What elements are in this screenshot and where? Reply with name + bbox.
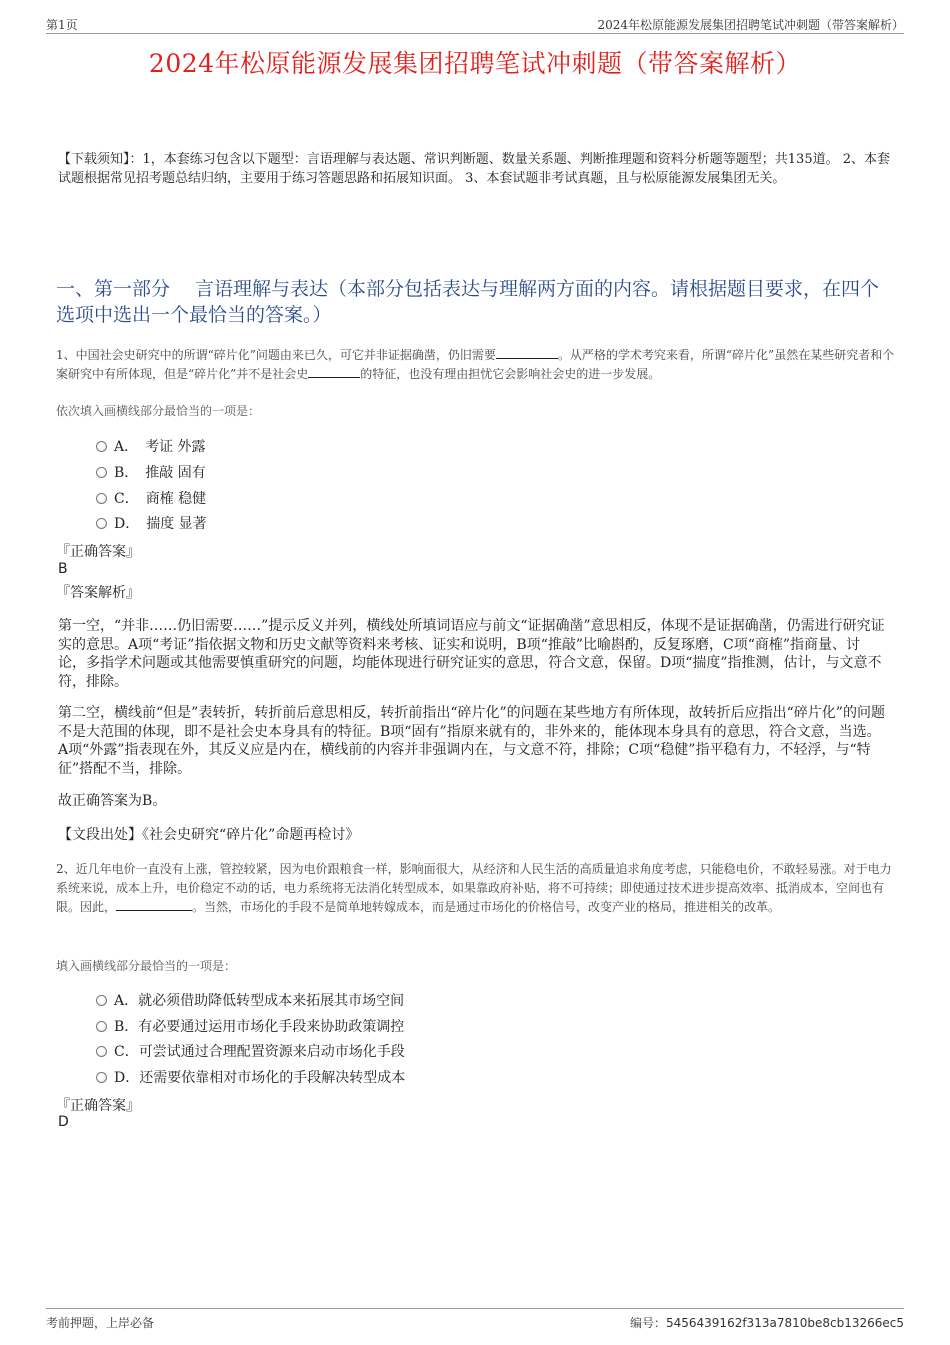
radio-icon[interactable] bbox=[96, 493, 107, 504]
question-1-analysis-2: 第二空，横线前“但是”表转折，转折前后意思相反，转折前指出“碎片化”的问题在某些地方有所体现，故转折后应指出“碎片化”的问题不是大范围的体现，即不是社会史本身具有的特征。B项“固有”指原来就有的，非外来的，能体现本身具有的意思，符合文意，当选。A项“外露”指表现在外，其反义应是内在，横线前的内容并非强调内在，与文意不符，排除；C项“稳健”指平稳有力，不轻浮，与“特征”搭配不当，排除。 bbox=[58, 705, 885, 777]
question-1-answer: B bbox=[58, 561, 68, 577]
question-1-answer-tag: 『正确答案』 bbox=[56, 544, 140, 560]
question-1-part-c: 的特征，也没有理由担忧它会影响社会史的进一步发展。 bbox=[360, 367, 661, 381]
question-1-source: 【文段出处】《社会史研究“碎片化”命题再检讨》 bbox=[58, 827, 360, 843]
question-2-text bbox=[56, 860, 898, 917]
page-number: 第1页 bbox=[46, 18, 78, 32]
footer-code-value: 5456439162f313a7810be8cb13266ec5 bbox=[665, 1316, 904, 1330]
question-1-blank-1 bbox=[496, 347, 558, 359]
question-1-part-a: 1、中国社会史研究中的所谓“碎片化”问题由来已久，可它并非证据确凿，仍旧需要 bbox=[56, 348, 496, 362]
page-footer bbox=[46, 1308, 904, 1332]
question-1-blank-2 bbox=[308, 366, 360, 378]
radio-icon[interactable] bbox=[96, 441, 107, 452]
radio-icon[interactable] bbox=[96, 1072, 107, 1083]
footer-slogan: 考前押题，上岸必备 bbox=[46, 1316, 155, 1330]
footer-code-label: 编号： bbox=[629, 1316, 666, 1330]
question-1-text bbox=[56, 346, 898, 384]
radio-icon[interactable] bbox=[96, 518, 107, 529]
question-2-answer: D bbox=[58, 1114, 69, 1130]
question-2-part-b: 。当然，市场化的手段不是简单地转嫁成本，而是通过市场化的价格信号，改变产业的格局，推进相关的改革。 bbox=[192, 900, 781, 914]
question-1-analysis-1: 第一空，“并非……仍旧需要……”提示反义并列，横线处所填词语应与前文“证据确凿”意思相反，体现不是证据确凿，仍需进行研究证实的意思。A项“考证”指依据文物和历史文献等资料来考核、证实和说明，B项“推敲”比喻斟酌，反复琢磨，C项“商榷”指商量、讨论，多指学术问题或其他需要慎重研究的问题，均能体现进行研究证实的意思，符合文意，保留。D项“揣度”指推测，估计，与文意不符，排除。 bbox=[58, 618, 885, 690]
question-1-part-b: 。从严格的学术考究来看，所谓“碎片化”虽然在某些研究者和个案研究中有所体现，但是“碎片化”并不是社会史 bbox=[56, 348, 895, 381]
download-notice: 【下载须知】：1，本套练习包含以下题型：言语理解与表达题、常识判断题、数量关系题、判断推理题和资料分析题等题型；共135道。 2、本套试题根据常见招考题总结归纳，主要用于练习答题思路和拓展知识面。 3、本套试题非考试真题，且与松原能源发展集团无关。 bbox=[58, 152, 890, 186]
document-title: 2024年松原能源发展集团招聘笔试冲刺题（带答案解析） bbox=[148, 49, 802, 78]
question-1-analysis-tag: 『答案解析』 bbox=[56, 585, 140, 601]
question-1-prompt: 依次填入画横线部分最恰当的一项是： bbox=[56, 404, 261, 418]
question-1-conclusion: 故正确答案为B。 bbox=[58, 793, 167, 809]
question-2-answer-tag: 『正确答案』 bbox=[56, 1098, 140, 1114]
header-doc-title: 2024年松原能源发展集团招聘笔试冲刺题（带答案解析） bbox=[597, 18, 904, 32]
radio-icon[interactable] bbox=[96, 1021, 107, 1032]
question-2-blank bbox=[116, 899, 192, 911]
footer-code bbox=[630, 1314, 904, 1331]
radio-icon[interactable] bbox=[96, 1046, 107, 1057]
question-2-prompt: 填入画横线部分最恰当的一项是： bbox=[56, 959, 237, 973]
section-heading: 一、第一部分 言语理解与表达（本部分包括表达与理解两方面的内容。请根据题目要求，在四个选项中选出一个最恰当的答案。） bbox=[56, 278, 880, 326]
page-header bbox=[46, 14, 904, 34]
radio-icon[interactable] bbox=[96, 467, 107, 478]
question-2-part-a: 2、近几年电价一直没有上涨，管控较紧，因为电价跟粮食一样，影响面很大，从经济和人民生活的高质量追求角度考虑，只能稳电价，不敢轻易涨。对于电力系统来说，成本上升，电价稳定不动的话，电力系统将无法消化转型成本，如果靠政府补贴，将不可持续；即使通过技术进步提高效率、抵消成本，空间也有限。因此， bbox=[56, 862, 892, 914]
radio-icon[interactable] bbox=[96, 995, 107, 1006]
